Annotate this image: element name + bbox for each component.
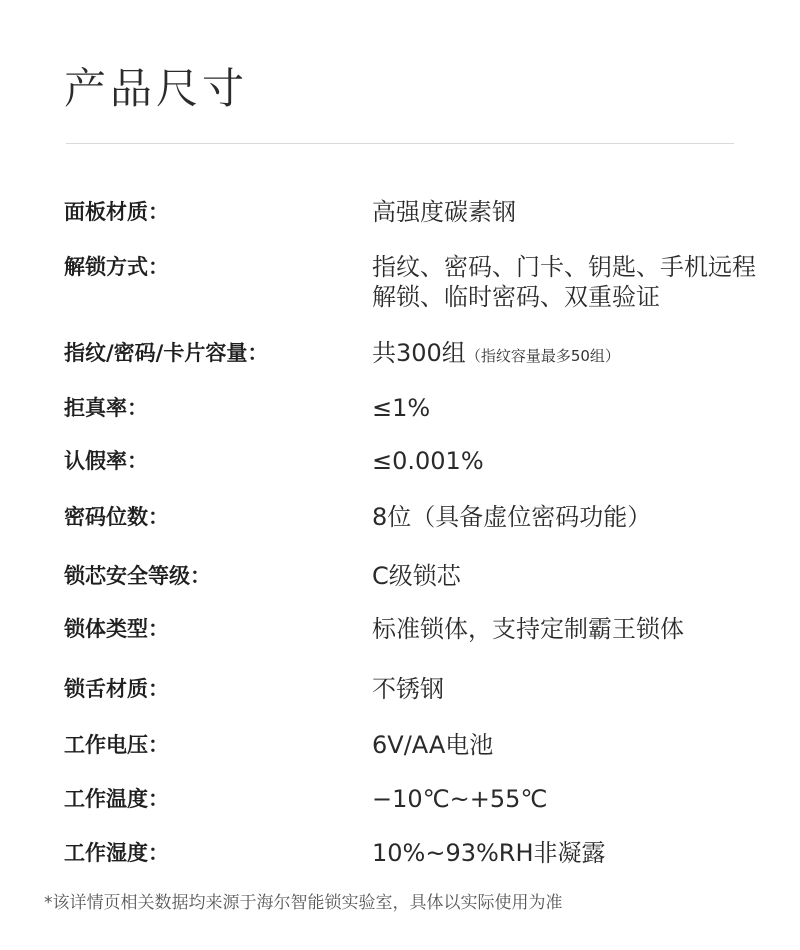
spec-value-note: （指纹容量最多50组） xyxy=(465,347,620,365)
title-divider xyxy=(66,143,734,144)
spec-label: 工作温度： xyxy=(64,787,169,811)
spec-value-line: 不锈钢 xyxy=(372,675,444,703)
spec-value-line: C级锁芯 xyxy=(372,562,461,590)
spec-label: 工作电压： xyxy=(64,733,169,757)
spec-value-line: ≤0.001% xyxy=(372,447,484,475)
spec-value xyxy=(372,614,684,644)
spec-value xyxy=(372,838,606,868)
spec-value xyxy=(372,502,651,532)
page-title: 产品尺寸 xyxy=(64,64,249,113)
spec-label: 锁芯安全等级： xyxy=(64,564,211,588)
spec-label: 解锁方式： xyxy=(64,255,169,279)
spec-label: 面板材质： xyxy=(64,200,169,224)
spec-value xyxy=(372,252,756,312)
spec-label: 锁体类型： xyxy=(64,617,169,641)
spec-value xyxy=(372,197,516,227)
spec-label: 拒真率： xyxy=(64,396,148,420)
spec-value xyxy=(372,561,461,591)
spec-value-line: 10%~93%RH非凝露 xyxy=(372,839,606,867)
spec-value-line: 指纹、密码、门卡、钥匙、手机远程 xyxy=(372,253,756,281)
spec-value-line: −10℃~+55℃ xyxy=(372,785,548,813)
spec-value xyxy=(372,393,430,423)
spec-value xyxy=(372,446,484,476)
spec-value-line: 解锁、临时密码、双重验证 xyxy=(372,283,660,311)
spec-value-line: 标准锁体，支持定制霸王锁体 xyxy=(372,615,684,643)
spec-value xyxy=(372,674,444,704)
spec-value-line: ≤1% xyxy=(372,394,431,422)
spec-label: 工作湿度： xyxy=(64,841,169,865)
footnote: *该详情页相关数据均来源于海尔智能锁实验室，具体以实际使用为准 xyxy=(44,893,563,913)
spec-value-line: 6V/AA电池 xyxy=(372,731,494,759)
spec-value-line: 共300组 xyxy=(372,339,466,367)
spec-label: 认假率： xyxy=(64,449,148,473)
spec-value-line: 高强度碳素钢 xyxy=(372,198,516,226)
spec-value-line: 8位（具备虚位密码功能） xyxy=(372,503,652,531)
spec-label: 密码位数： xyxy=(64,505,169,529)
spec-label: 锁舌材质： xyxy=(64,677,169,701)
spec-value xyxy=(372,784,547,814)
spec-value xyxy=(372,338,620,371)
spec-value xyxy=(372,730,493,760)
spec-label: 指纹/密码/卡片容量： xyxy=(64,341,269,365)
